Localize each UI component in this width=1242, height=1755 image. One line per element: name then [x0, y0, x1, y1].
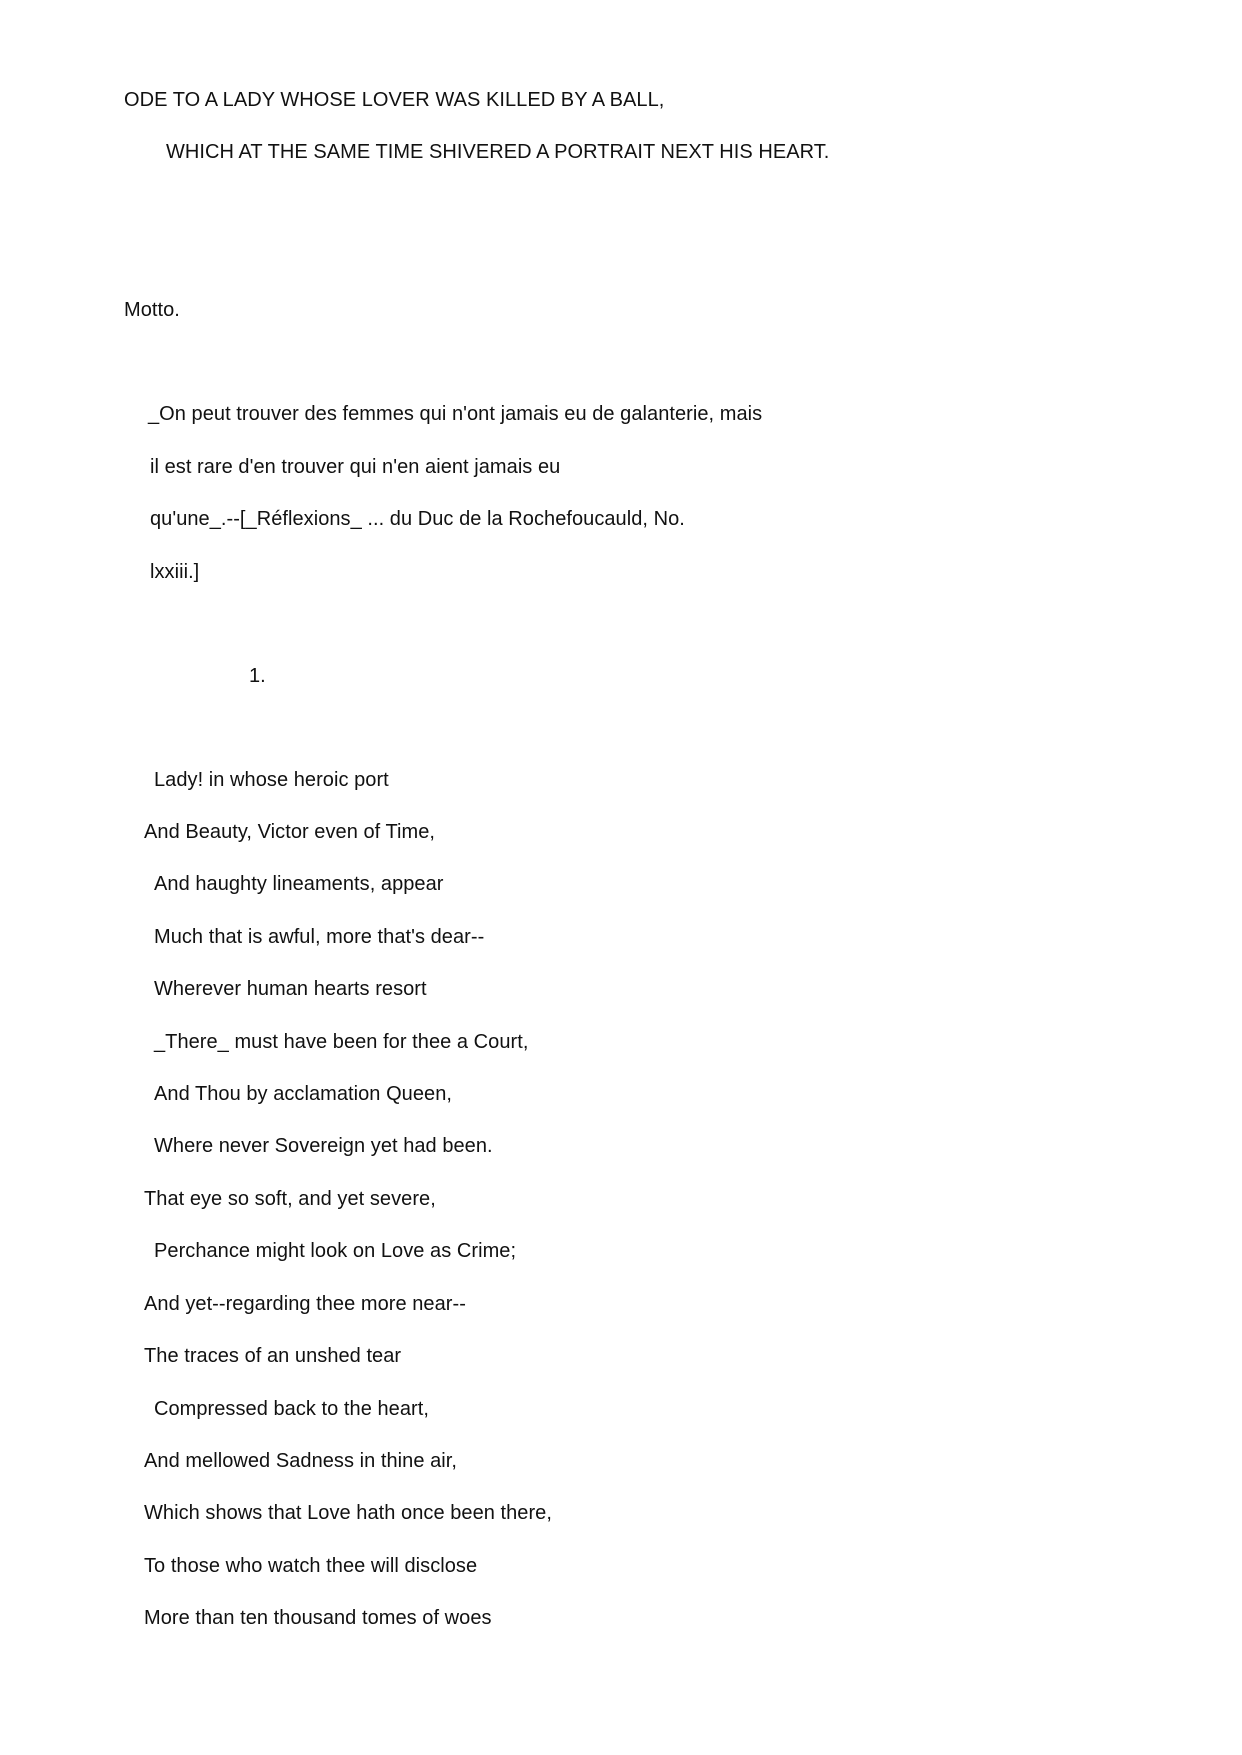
verse-line: Where never Sovereign yet had been. — [154, 1135, 493, 1157]
verse-line: And yet--regarding thee more near-- — [144, 1293, 466, 1315]
title-line-2: WHICH AT THE SAME TIME SHIVERED A PORTRAIT NEXT HIS HEART. — [166, 141, 830, 163]
verse-line: Wherever human hearts resort — [154, 978, 427, 1000]
verse-line: That eye so soft, and yet severe, — [144, 1188, 436, 1210]
motto-heading: Motto. — [124, 299, 180, 321]
verse-line: Which shows that Love hath once been there, — [144, 1502, 552, 1524]
verse-line: Perchance might look on Love as Crime; — [154, 1240, 517, 1262]
verse-line: The traces of an unshed tear — [144, 1345, 402, 1367]
verse-line: And mellowed Sadness in thine air, — [144, 1450, 457, 1472]
motto-line: _On peut trouver des femmes qui n'ont jamais eu de galanterie, mais — [148, 403, 763, 425]
motto-line: lxxiii.] — [150, 561, 200, 583]
stanza-number: 1. — [249, 665, 266, 687]
motto-line: il est rare d'en trouver qui n'en aient jamais eu — [150, 456, 561, 478]
verse-line: Compressed back to the heart, — [154, 1398, 429, 1420]
verse-line: More than ten thousand tomes of woes — [144, 1607, 492, 1629]
verse-line: Much that is awful, more that's dear-- — [154, 926, 485, 948]
verse-line: To those who watch thee will disclose — [144, 1555, 478, 1577]
verse-line: And Beauty, Victor even of Time, — [144, 821, 436, 843]
verse-line: And haughty lineaments, appear — [154, 873, 444, 895]
verse-line: _There_ must have been for thee a Court, — [154, 1031, 529, 1053]
verse-line: And Thou by acclamation Queen, — [154, 1083, 452, 1105]
motto-line: qu'une_.--[_Réflexions_ ... du Duc de la Rochefoucauld, No. — [150, 508, 685, 530]
title-line-1: ODE TO A LADY WHOSE LOVER WAS KILLED BY A BALL, — [124, 89, 665, 111]
verse-line: Lady! in whose heroic port — [154, 769, 389, 791]
